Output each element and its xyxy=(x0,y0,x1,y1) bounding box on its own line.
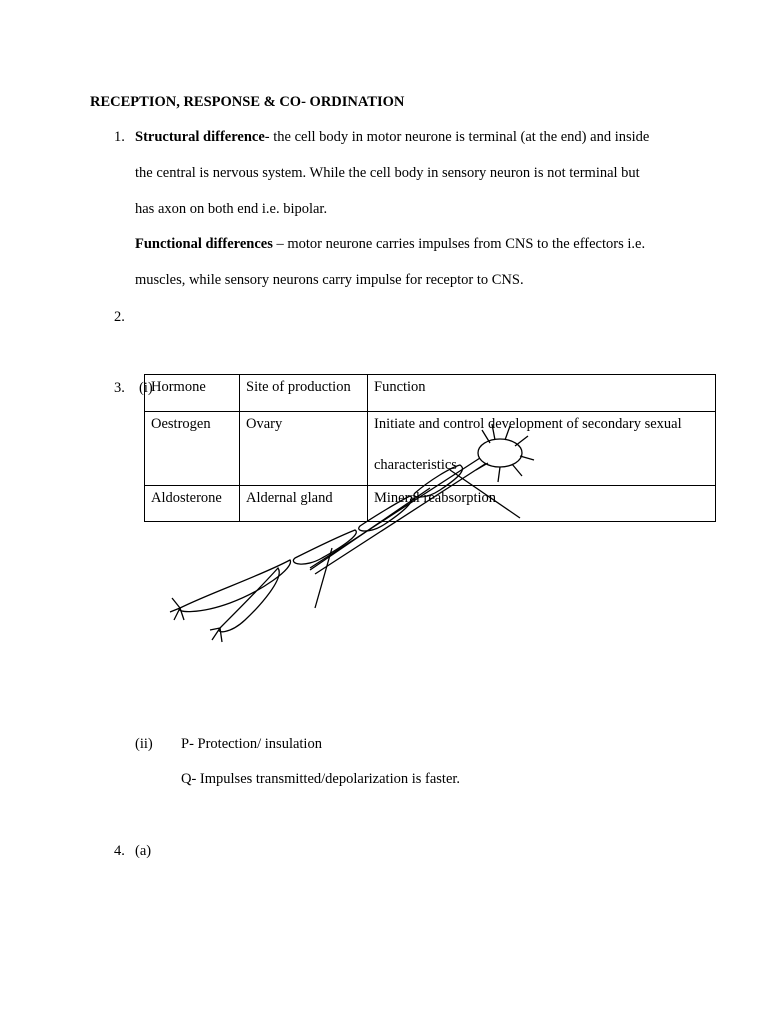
table-header-cell: Function xyxy=(368,375,716,412)
functional-difference-label: Functional differences xyxy=(135,236,273,252)
question-1-number: 1. xyxy=(114,129,125,145)
question-4-part-a: (a) xyxy=(135,843,152,859)
table-header-row xyxy=(145,375,716,412)
functional-difference-text: – motor neurone carries impulses from CNS to the effectors i.e. xyxy=(272,236,646,252)
structural-difference-text: - the cell body in motor neurone is terminal (at the end) and inside xyxy=(264,129,650,145)
question-3-part-i: (i) xyxy=(139,380,153,396)
table-cell: Oestrogen xyxy=(145,412,240,486)
answer-q: Q- Impulses transmitted/depolarization is faster. xyxy=(181,771,461,787)
question-2-number: 2. xyxy=(114,309,125,325)
table-cell: Aldernal gland xyxy=(240,486,368,522)
structural-difference-line-2: the central is nervous system. While the cell body in sensory neuron is not terminal but xyxy=(135,165,640,181)
structural-difference-line-3: has axon on both end i.e. bipolar. xyxy=(135,201,328,217)
question-3-number: 3. xyxy=(114,380,125,396)
table-cell: Ovary xyxy=(240,412,368,486)
question-3-part-ii: (ii) xyxy=(135,736,153,752)
table-cell: Aldosterone xyxy=(145,486,240,522)
question-4-number: 4. xyxy=(114,843,125,859)
motor-end-plate xyxy=(170,598,184,620)
table-row xyxy=(145,412,716,486)
table-row xyxy=(145,486,716,522)
table-header-cell: Site of production xyxy=(240,375,368,412)
structural-difference-line-1 xyxy=(135,129,649,146)
myelin-segment xyxy=(293,530,356,564)
table-cell-line: characteristics xyxy=(374,457,457,473)
answer-p: P- Protection/ insulation xyxy=(181,736,322,752)
table-cell-line: Initiate and control development of secondary sexual xyxy=(374,416,682,432)
table-cell: Mineral reabsorption xyxy=(368,486,716,522)
functional-difference-line-2: muscles, while sensory neurons carry impulse for receptor to CNS. xyxy=(135,272,524,288)
functional-difference-line-1 xyxy=(135,236,645,253)
table-header-cell: Hormone xyxy=(145,375,240,412)
hormone-table xyxy=(144,374,716,522)
table-cell xyxy=(368,412,716,486)
structural-difference-label: Structural difference xyxy=(135,129,265,145)
page-title: RECEPTION, RESPONSE & CO- ORDINATION xyxy=(90,94,405,110)
